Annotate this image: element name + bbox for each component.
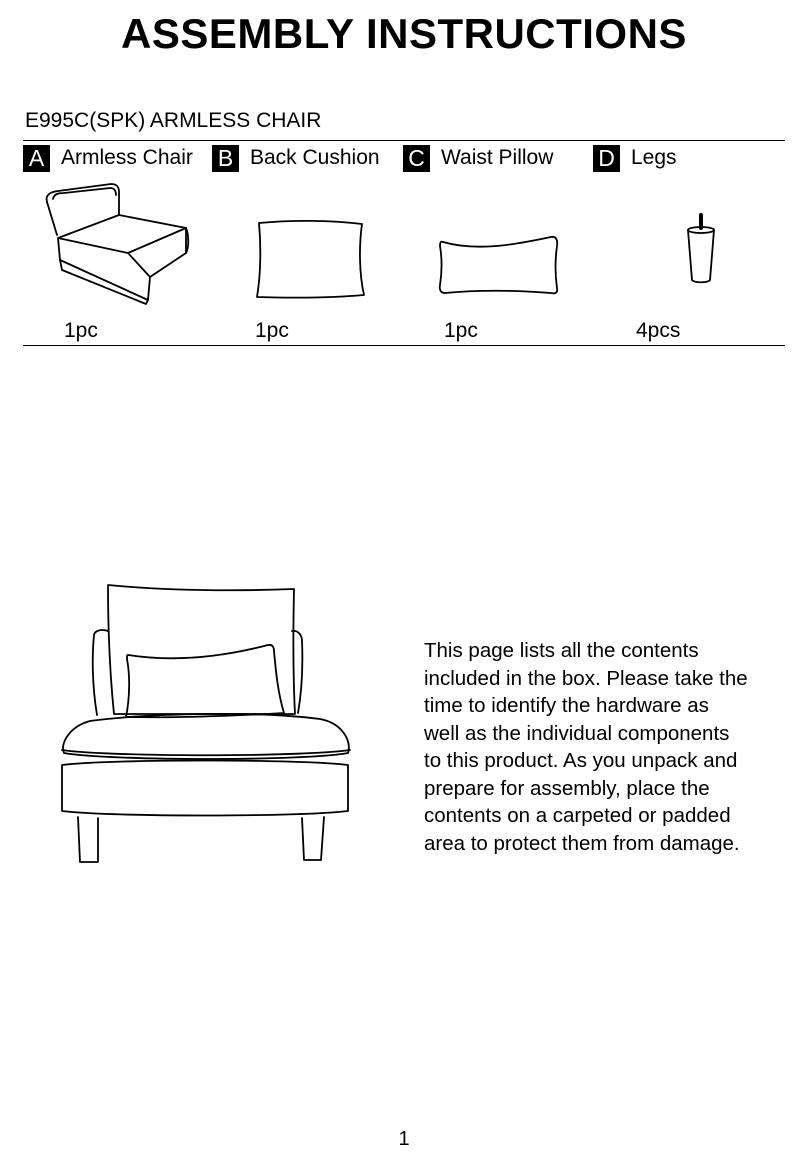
- part-a-letter: A: [23, 145, 50, 172]
- description-line: contents on a carpeted or padded: [424, 804, 731, 827]
- contents-description: [424, 637, 794, 857]
- page-title: ASSEMBLY INSTRUCTIONS: [121, 10, 687, 57]
- part-a-label: [23, 144, 193, 172]
- part-c-letter: C: [403, 145, 430, 172]
- bottom-divider: [23, 345, 785, 346]
- armless-chair-icon: [40, 180, 195, 305]
- part-d-letter: D: [593, 145, 620, 172]
- waist-pillow-icon: [433, 232, 563, 297]
- part-d-label: [593, 144, 677, 172]
- leg-icon: [682, 212, 722, 287]
- description-line: area to protect them from damage.: [424, 831, 740, 855]
- part-a-name: Armless Chair: [61, 146, 193, 169]
- description-line: to this product. As you unpack and: [424, 749, 738, 772]
- description-line: included in the box. Please take the: [424, 666, 748, 690]
- page-number: 1: [398, 1128, 410, 1150]
- description-line: prepare for assembly, place the: [424, 776, 710, 800]
- part-c-label: [403, 144, 553, 172]
- part-b-qty: 1pc: [255, 319, 289, 342]
- part-c-qty: 1pc: [444, 319, 478, 342]
- part-b-label: [212, 144, 380, 172]
- description-line: time to identify the hardware as: [424, 694, 709, 717]
- part-d-name: Legs: [631, 146, 677, 169]
- part-b-name: Back Cushion: [250, 146, 380, 169]
- description-line: This page lists all the contents: [424, 639, 699, 662]
- back-cushion-icon: [250, 215, 370, 305]
- part-a-qty: 1pc: [64, 319, 98, 342]
- part-c-name: Waist Pillow: [441, 146, 554, 169]
- part-d-qty: 4pcs: [636, 319, 681, 342]
- assembled-chair-illustration: [50, 575, 360, 870]
- part-b-letter: B: [212, 145, 239, 172]
- description-line: well as the individual components: [424, 721, 730, 745]
- top-divider: [23, 140, 785, 141]
- model-number: E995C(SPK) ARMLESS CHAIR: [25, 109, 322, 132]
